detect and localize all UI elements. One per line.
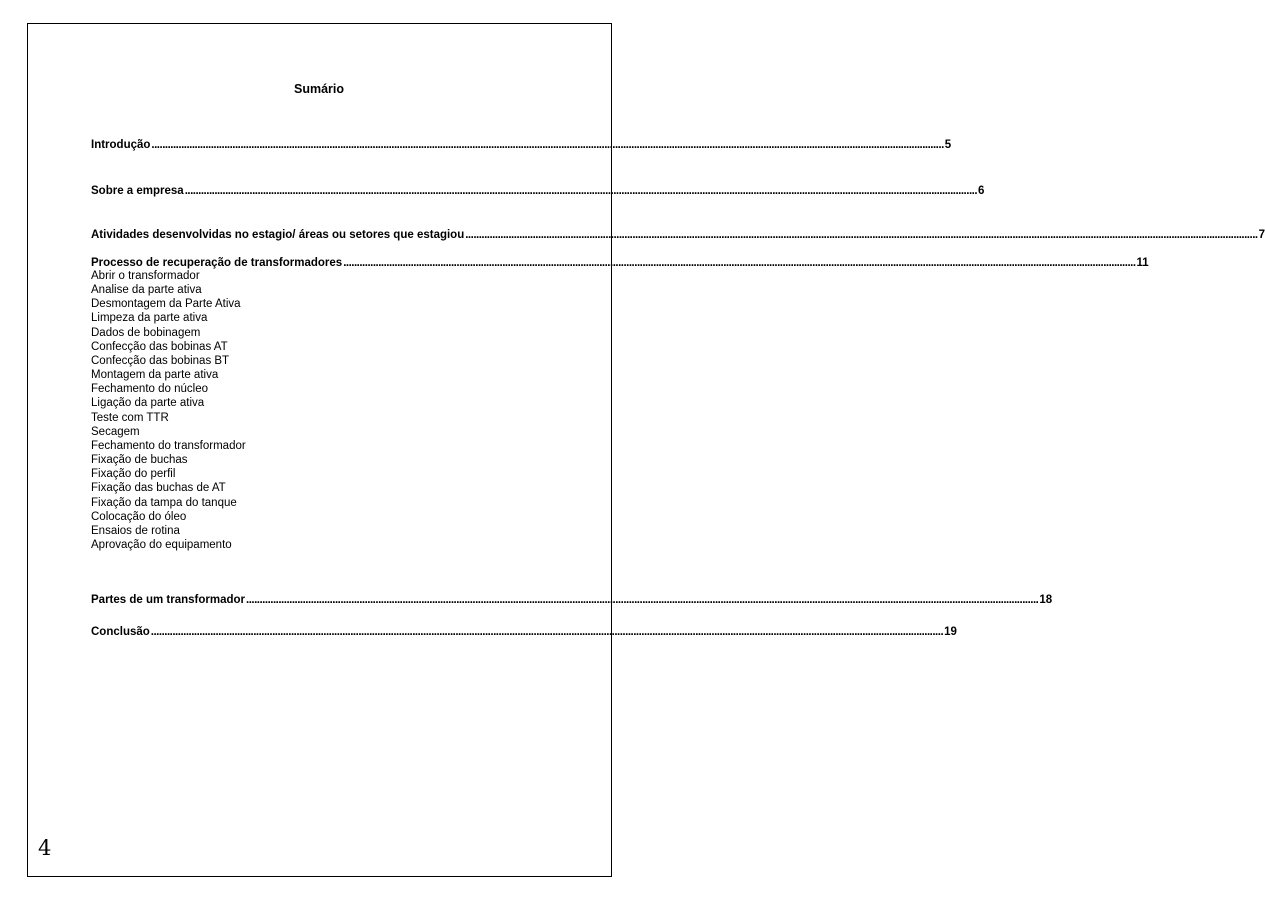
toc-leader: ......................................................................................................................................................................................................................................................................................................: [150, 626, 944, 638]
toc-entry-processo: [91, 257, 1149, 552]
toc-entry-label: Conclusão: [91, 626, 150, 638]
toc-subitem: Limpeza da parte ativa: [91, 312, 208, 325]
toc-subitem: Confecção das bobinas AT: [91, 340, 228, 353]
toc-subitem: Montagem da parte ativa: [91, 369, 219, 382]
page-title: Sumário: [293, 82, 344, 96]
toc-entry-label: Atividades desenvolvidas no estagio/ áreas ou setores que estagiou: [91, 229, 465, 241]
page-number: 4: [38, 836, 52, 860]
toc-entry-page: 18: [1039, 594, 1053, 606]
toc-entry-partes: [91, 594, 1053, 606]
toc-leader: ......................................................................................................................................................................................................................................................................................................: [343, 257, 1136, 269]
toc-subitem: Abrir o transformador: [91, 270, 200, 282]
toc-subitem: Analise da parte ativa: [91, 284, 202, 297]
toc-subitem: Ligação da parte ativa: [91, 397, 205, 410]
toc-entry-label: Sobre a empresa: [91, 185, 184, 197]
toc-subitem: Fixação do perfil: [91, 468, 176, 481]
toc-entry-label: Partes de um transformador: [91, 594, 246, 606]
toc-subitem: Teste com TTR: [91, 411, 169, 424]
toc-leader: ......................................................................................................................................................................................................................................................................................................: [465, 229, 1258, 241]
toc-entry-page: 6: [978, 185, 985, 197]
toc-leader: ......................................................................................................................................................................................................................................................................................................: [184, 185, 978, 197]
toc-entry-page: 11: [1136, 257, 1149, 269]
toc-entry-label: Processo de recuperação de transformadores: [91, 257, 343, 269]
toc-leader: ......................................................................................................................................................................................................................................................................................................: [246, 594, 1039, 606]
toc-subitem: Colocação do óleo: [91, 510, 187, 523]
toc-leader: ......................................................................................................................................................................................................................................................................................................: [151, 139, 944, 151]
toc-entry-atividades: [91, 229, 1265, 241]
toc-subitem: Dados de bobinagem: [91, 326, 201, 339]
toc-subitem: Aprovação do equipamento: [91, 538, 232, 551]
toc-entry-page: 7: [1258, 229, 1265, 241]
toc-entry-conclusao: [91, 626, 957, 638]
toc-subitem: Secagem: [91, 425, 140, 438]
toc-subitem: Desmontagem da Parte Ativa: [91, 298, 241, 311]
toc-subitem: Fechamento do transformador: [91, 439, 246, 452]
toc-entry-page: 5: [944, 139, 952, 151]
toc-subitem: Fechamento do núcleo: [91, 383, 208, 396]
toc-entry-label: Introdução: [91, 139, 151, 151]
toc-sublist: [91, 269, 543, 552]
toc-subitem: Ensaios de rotina: [91, 524, 180, 537]
toc-subitem: Fixação de buchas: [91, 454, 188, 467]
toc-subitem: Fixação das buchas de AT: [91, 482, 226, 495]
toc-entry-introducao: [91, 139, 952, 151]
toc-entry-page: 19: [944, 626, 957, 638]
toc-entry-sobre-empresa: [91, 185, 985, 197]
toc-subitem: Fixação da tampa do tanque: [91, 496, 237, 509]
toc-subitem: Confecção das bobinas BT: [91, 354, 230, 367]
